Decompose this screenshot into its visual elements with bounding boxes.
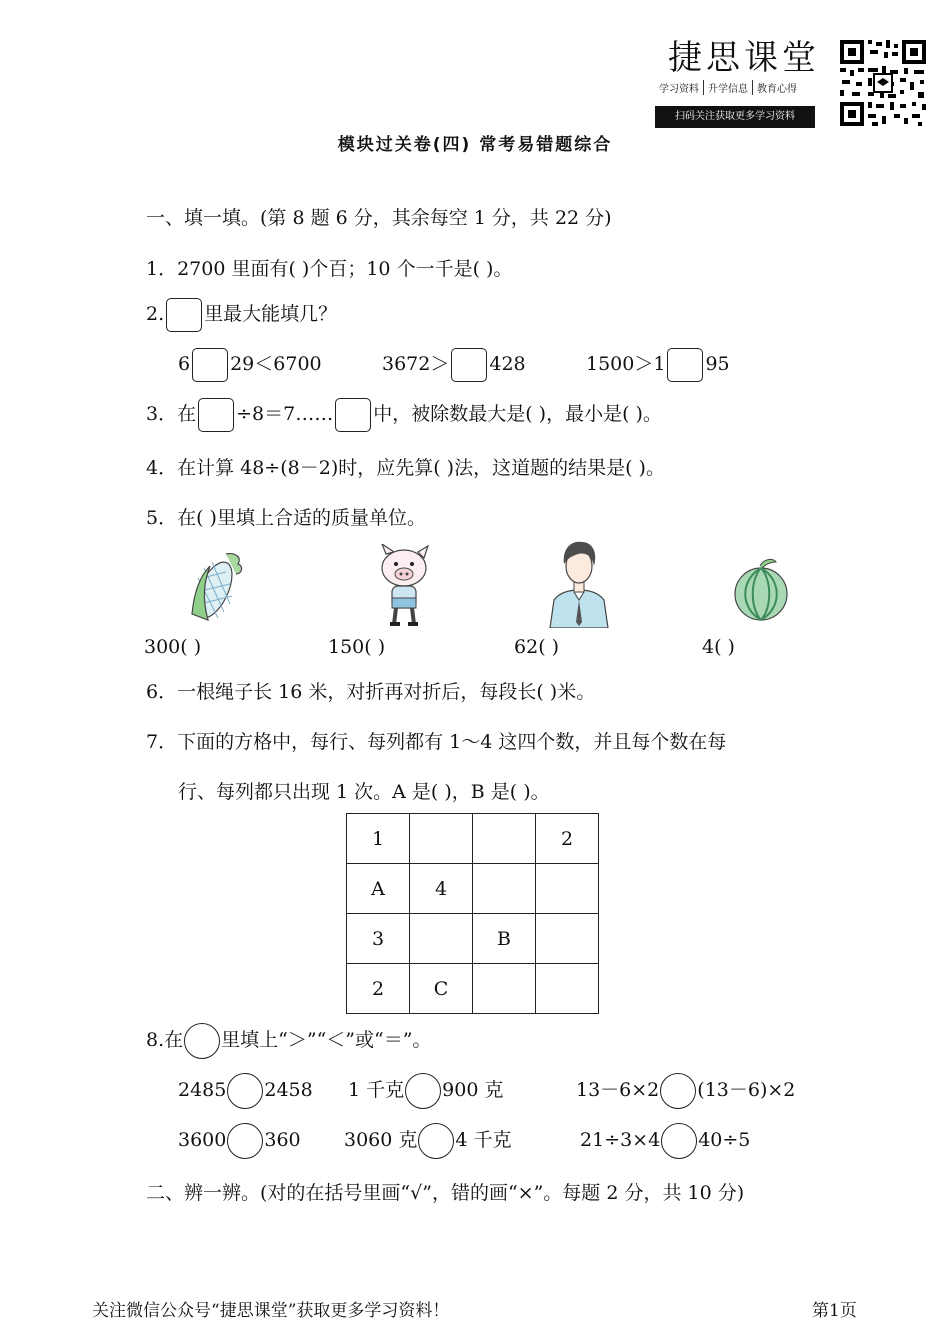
answer-circle[interactable] <box>227 1123 263 1159</box>
page-number: 第1页 <box>812 1301 857 1321</box>
grid-cell: B <box>473 914 536 964</box>
brand-bar: 扫码关注获取更多学习资料 <box>655 106 815 128</box>
q2-item-c <box>586 348 730 382</box>
q3-mid: ÷8＝7…… <box>236 403 334 425</box>
q2-suffix: 里最大能填几？ <box>204 303 338 325</box>
answer-box[interactable] <box>335 398 371 432</box>
q5-item <box>328 636 385 658</box>
q2-a-post: 29＜6700 <box>230 353 322 375</box>
answer-box[interactable] <box>451 348 487 382</box>
number-grid <box>346 813 599 1014</box>
grid-cell: 2 <box>536 814 599 864</box>
q8-post: 里填上“＞”“＜”或“＝”。 <box>221 1029 432 1051</box>
q5-item <box>702 636 735 658</box>
question-3 <box>146 398 662 432</box>
q8-left: 1 千克 <box>348 1079 405 1101</box>
answer-box[interactable] <box>667 348 703 382</box>
q5-paren: ( ) <box>538 636 560 658</box>
q8-item <box>580 1123 750 1159</box>
grid-row <box>347 964 599 1014</box>
question-2 <box>146 298 337 332</box>
brand-sub: 升学信息 <box>704 80 753 95</box>
question-1: 1．2700 里面有( )个百；10 个一千是( )。 <box>146 258 513 280</box>
q8-left: 21÷3×4 <box>580 1129 661 1151</box>
q8-item <box>348 1073 503 1109</box>
question-6: 6．一根绳子长 16 米，对折再对折后，每段长( )米。 <box>146 681 596 703</box>
brand-name: 捷思课堂 <box>668 38 820 78</box>
q2-c-pre: 1500＞1 <box>586 353 666 375</box>
corn-icon <box>186 548 246 624</box>
answer-circle[interactable] <box>661 1123 697 1159</box>
grid-cell <box>536 864 599 914</box>
q8-item <box>576 1073 795 1109</box>
grid-cell: C <box>410 964 473 1014</box>
q2-b-post: 428 <box>489 353 526 375</box>
q3-post: 中，被除数最大是( )，最小是( )。 <box>373 403 662 425</box>
pig-icon <box>374 544 436 630</box>
q2-item-b <box>382 348 526 382</box>
grid-cell <box>473 864 536 914</box>
q8-left: 3060 克 <box>344 1129 418 1151</box>
q8-right: 360 <box>264 1129 301 1151</box>
grid-row <box>347 914 599 964</box>
brand-sub: 学习资料 <box>655 80 704 95</box>
q5-num: 62 <box>514 636 539 658</box>
q8-item <box>344 1123 512 1159</box>
grid-cell: 2 <box>347 964 410 1014</box>
grid-cell <box>473 814 536 864</box>
q5-paren: ( ) <box>714 636 735 658</box>
answer-circle[interactable] <box>227 1073 263 1109</box>
brand-subtitles <box>655 80 801 95</box>
grid-cell <box>473 964 536 1014</box>
grid-row <box>347 864 599 914</box>
page-title: 模块过关卷(四) 常考易错题综合 <box>337 135 613 155</box>
man-icon <box>546 538 612 628</box>
grid-cell: 4 <box>410 864 473 914</box>
q8-right: 900 克 <box>442 1079 504 1101</box>
grid-cell <box>410 914 473 964</box>
q8-right: 2458 <box>264 1079 313 1101</box>
section-heading: 二、辨一辨。(对的在括号里画“√”，错的画“×”。每题 2 分，共 10 分) <box>146 1182 745 1204</box>
q2-prefix: 2. <box>146 303 165 325</box>
q8-item <box>178 1073 313 1109</box>
q8-item <box>178 1123 301 1159</box>
q8-right: 4 千克 <box>455 1129 512 1151</box>
q2-c-post: 95 <box>705 353 730 375</box>
grid-cell: A <box>347 864 410 914</box>
grid-cell <box>410 814 473 864</box>
q5-paren: ( ) <box>180 636 202 658</box>
q8-right: 40÷5 <box>698 1129 751 1151</box>
question-8 <box>146 1023 431 1059</box>
grid-cell <box>536 914 599 964</box>
answer-circle[interactable] <box>660 1073 696 1109</box>
answer-circle[interactable] <box>418 1123 454 1159</box>
qr-code-icon <box>838 38 928 128</box>
footer-note: 关注微信公众号“捷思课堂”获取更多学习资料！ <box>92 1301 450 1321</box>
grid-cell: 3 <box>347 914 410 964</box>
brand-sub: 教育心得 <box>757 84 797 95</box>
question-4: 4．在计算 48÷(8－2)时，应先算( )法，这道题的结果是( )。 <box>146 457 665 479</box>
grid-row <box>347 814 599 864</box>
q8-right: (13－6)×2 <box>697 1079 796 1101</box>
answer-circle[interactable] <box>405 1073 441 1109</box>
section-heading: 一、填一填。(第 8 题 6 分，其余每空 1 分，共 22 分) <box>146 207 612 229</box>
q5-num: 4 <box>702 636 715 658</box>
q2-a-pre: 6 <box>178 353 191 375</box>
grid-cell <box>536 964 599 1014</box>
q5-paren: ( ) <box>364 636 386 658</box>
q5-num: 150 <box>328 636 365 658</box>
q8-left: 3600 <box>178 1129 227 1151</box>
answer-box[interactable] <box>198 398 234 432</box>
answer-box[interactable] <box>166 298 202 332</box>
answer-circle[interactable] <box>184 1023 220 1059</box>
question-7-line2: 行、每列都只出现 1 次。A 是( )，B 是( )。 <box>178 781 550 803</box>
q5-item <box>144 636 201 658</box>
q3-pre: 3．在 <box>146 403 197 425</box>
answer-box[interactable] <box>192 348 228 382</box>
q8-left: 13－6×2 <box>576 1079 660 1101</box>
q2-item-a <box>178 348 322 382</box>
question-7-line1: 7．下面的方格中，每行、每列都有 1～4 这四个数，并且每个数在每 <box>146 731 727 753</box>
q5-num: 300 <box>144 636 181 658</box>
q2-b-pre: 3672＞ <box>382 353 450 375</box>
watermelon-icon <box>730 556 792 622</box>
question-5: 5．在( )里填上合适的质量单位。 <box>146 507 426 529</box>
q8-pre: 8.在 <box>146 1029 184 1051</box>
q5-item <box>514 636 559 658</box>
grid-cell: 1 <box>347 814 410 864</box>
q8-left: 2485 <box>178 1079 227 1101</box>
